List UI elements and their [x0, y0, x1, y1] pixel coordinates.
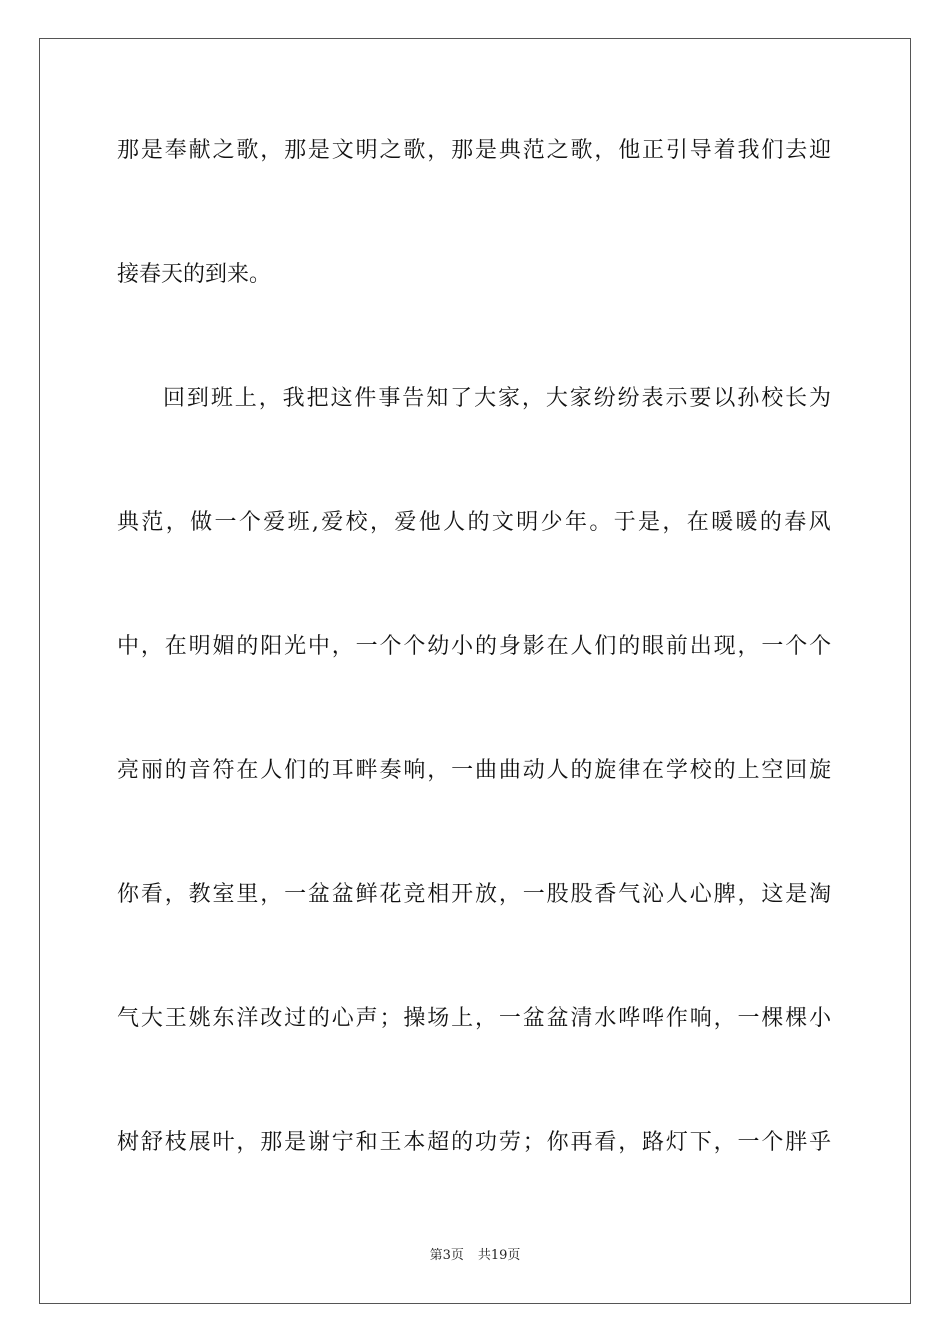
text-line: 典范，做一个爱班,爱校，爱他人的文明少年。于是，在暖暖的春风 — [117, 510, 833, 535]
page-footer — [0, 1247, 950, 1265]
page-total: 共19页 — [477, 1248, 521, 1263]
text-line: 那是奉献之歌，那是文明之歌，那是典范之歌，他正引导着我们去迎 — [117, 138, 833, 163]
text-line: 你看，教室里，一盆盆鲜花竞相开放，一股股香气沁人心脾，这是淘 — [117, 882, 833, 907]
text-line: 树舒枝展叶，那是谢宁和王本超的功劳；你再看，路灯下，一个胖乎 — [117, 1130, 833, 1155]
text-line: 接春天的到来。 — [117, 262, 272, 287]
text-line: 中，在明媚的阳光中，一个个幼小的身影在人们的眼前出现，一个个 — [117, 634, 833, 659]
page-number: 第3页 — [429, 1248, 464, 1263]
page-frame — [39, 38, 911, 1304]
text-line: 气大王姚东洋改过的心声；操场上，一盆盆清水哗哗作响，一棵棵小 — [117, 1006, 833, 1031]
text-line: 亮丽的音符在人们的耳畔奏响，一曲曲动人的旋律在学校的上空回旋 — [117, 758, 833, 783]
paragraph-first-line: 回到班上，我把这件事告知了大家，大家纷纷表示要以孙校长为 — [163, 386, 833, 411]
